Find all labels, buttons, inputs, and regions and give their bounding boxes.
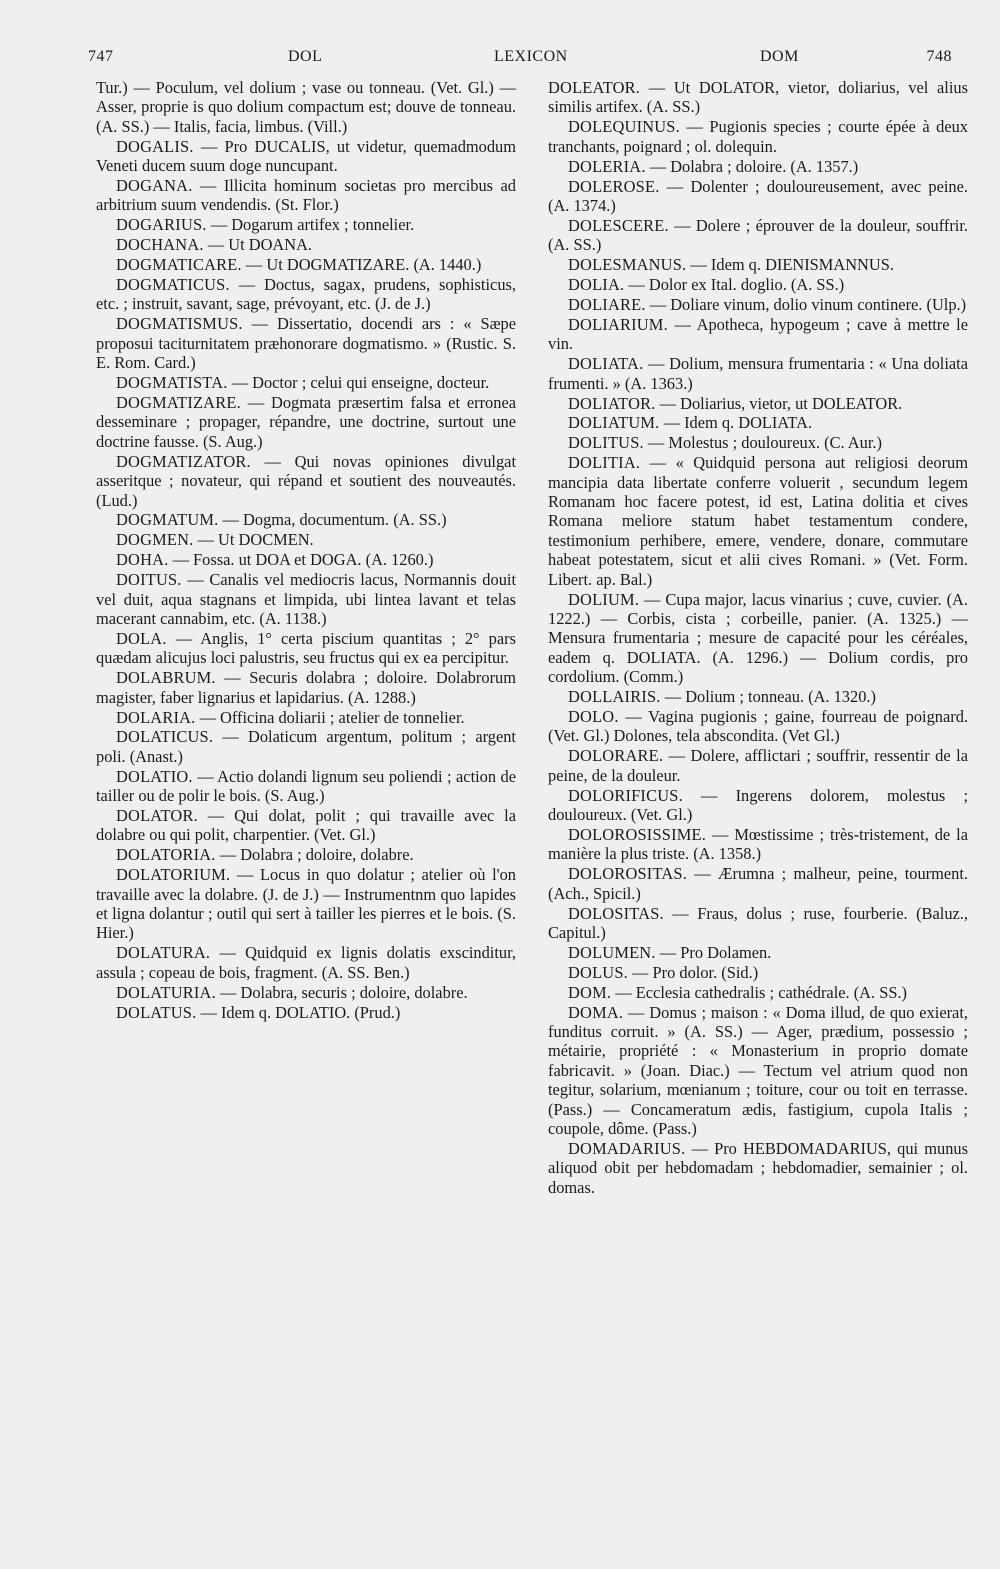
entry-headword: DOLIATUM.: [568, 413, 660, 433]
entry-definition: — Dolere, afflictari ; souffrir, ressentir de la peine, de la douleur.: [548, 746, 968, 785]
dictionary-entry: [96, 629, 516, 668]
dictionary-entry: [96, 570, 516, 628]
entry-definition: — Dogarum artifex ; tonnelier.: [210, 215, 415, 235]
entry-headword: DOLIUM.: [568, 589, 640, 609]
entry-definition: — Dogmata præsertim falsa et erronea desseminare ; propager, répandre, une doctrine, surtout une doctrine fausse. (S. Aug.): [96, 393, 516, 451]
entry-headword: DOGMATISTA.: [116, 373, 228, 393]
entry-definition: — Qui novas opiniones divulgat asseritque ; novateur, qui répand et soutient des nouveautés. (Lud.): [96, 451, 517, 510]
running-header: [88, 48, 952, 72]
entry-headword: DOLARIA.: [116, 707, 196, 727]
entry-headword: DOLATORIA.: [116, 845, 216, 865]
dictionary-entry: [96, 865, 516, 943]
lexicon-title: LEXICON: [494, 48, 568, 65]
dictionary-entry: [548, 295, 968, 314]
dictionary-entry: [548, 904, 968, 943]
entry-definition: — Canalis vel mediocris lacus, Normannis douit vel duit, aqua stagnans et limpida, ubi lintea lavant et telas macerant cannabim, etc. (A. 1138.): [96, 570, 516, 628]
entry-definition: — Vagina pugionis ; gaine, fourreau de poignard. (Vet. Gl.) Dolones, tela abscondita. (Vet Gl.): [548, 707, 968, 746]
entry-headword: DOM.: [568, 982, 612, 1002]
dictionary-entry: [548, 413, 968, 432]
dictionary-entry: [548, 963, 968, 982]
dictionary-entry: [548, 786, 968, 825]
entry-headword: DOLABRUM.: [116, 668, 216, 688]
dictionary-entry: [548, 433, 968, 452]
entry-definition: — Doliare vinum, dolio vinum continere. (Ulp.): [649, 294, 967, 314]
left-page-number: 747: [88, 48, 114, 65]
entry-definition: — Pugionis species ; courte épée à deux tranchants, poignard ; ol. dolequin.: [548, 117, 968, 156]
entry-definition: — Pro Dolamen.: [659, 942, 772, 962]
entry-definition: — Idem q. DOLATIO. (Prud.): [200, 1002, 401, 1022]
entry-definition: — Domus ; maison : « Doma illud, de quo exierat, funditus corruit. » (A. SS.) — Ager, prædium, possessio ; métairie, propriété : « Monasterium in proprio domate fabricavit. » (Joan. Diac.) — Tectum vel atrium quod non tegitur, solarium, mœnianum ; toiture, cour ou toit en terrasse. (Pass.) — Concameratum ædis, fastigium, cupola Italis ; coupole, dôme. (Pass.): [548, 1002, 968, 1139]
entry-headword: DOLESMANUS.: [568, 255, 687, 275]
dictionary-entry: [96, 235, 516, 254]
entry-headword: DOLITUS.: [568, 433, 644, 453]
entry-definition: — Ut DOGMATIZARE. (A. 1440.): [245, 255, 482, 275]
entry-definition: — Ut DOANA.: [207, 235, 313, 255]
dictionary-entry: [548, 117, 968, 156]
dictionary-entry: [548, 177, 968, 216]
dictionary-entry: [96, 550, 516, 569]
entry-definition: — Dolium ; tonneau. (A. 1320.): [664, 687, 876, 707]
entry-definition: — Pro DUCALIS, ut videtur, quemadmodum Veneti ducem suum doge nuncupant.: [96, 136, 516, 176]
entry-headword: DOLATUS.: [116, 1002, 197, 1022]
entry-headword: DOITUS.: [116, 570, 182, 590]
dictionary-entry: [548, 157, 968, 176]
dictionary-entry: [96, 275, 516, 314]
entry-definition: — Anglis, 1° certa piscium quantitas ; 2° pars quædam alicujus loci palustris, seu fructus qui ex ea percipitur.: [96, 628, 516, 668]
dictionary-entry: [96, 983, 516, 1002]
entry-definition: — Idem q. DIENISMANNUS.: [690, 255, 894, 275]
entry-definition: — Dolabra ; doloire, dolabre.: [219, 845, 414, 865]
entry-definition: — Officina doliarii ; atelier de tonnelier.: [199, 707, 465, 727]
dictionary-entry: [548, 394, 968, 413]
right-column: [548, 78, 968, 1198]
entry-headword: DOLOROSISSIME.: [568, 824, 707, 844]
dictionary-entry: [548, 1003, 968, 1139]
entry-definition: — Securis dolabra ; doloire. Dolabrorum magister, faber lignarius et lapidarius. (A. 1288.): [96, 668, 516, 707]
entry-headword: DOGMATISMUS.: [116, 314, 243, 334]
entry-headword: DOGALIS.: [116, 136, 194, 156]
right-page-number: 748: [926, 48, 952, 65]
entry-headword: DOLATOR.: [116, 806, 198, 826]
dictionary-entry: [548, 943, 968, 962]
entry-headword: DOLIATOR.: [568, 393, 656, 413]
dictionary-entry: [96, 373, 516, 392]
entry-definition: — Dogma, documentum. (A. SS.): [222, 510, 447, 530]
dictionary-entry: [96, 708, 516, 727]
dictionary-entry: [96, 452, 516, 510]
entry-definition: — Doctus, sagax, prudens, sophisticus, etc. ; instruit, savant, sage, prévoyant, etc. (J. de J.): [96, 275, 516, 314]
entry-headword: DOMADARIUS.: [568, 1138, 686, 1158]
entry-headword: DOLEQUINUS.: [568, 117, 680, 137]
dictionary-entry: [548, 825, 968, 864]
entry-headword: DOLLAIRIS.: [568, 687, 661, 707]
right-guide-word: DOM: [760, 48, 799, 65]
dictionary-entry: [96, 727, 516, 766]
dictionary-entry: [548, 746, 968, 785]
entry-definition: Tur.) — Poculum, vel dolium ; vase ou tonneau. (Vet. Gl.) — Asser, proprie is quo dolium compactum est; douve de tonneau. (A. SS.) — Italis, facia, limbus. (Vill.): [96, 78, 516, 136]
entry-headword: DOLERIA.: [568, 156, 646, 176]
entry-headword: DOHA.: [116, 550, 169, 570]
left-column: [96, 78, 516, 1023]
dictionary-entry: [548, 864, 968, 903]
entry-headword: DOLITIA.: [568, 453, 641, 473]
dictionary-entry: [96, 393, 516, 451]
left-guide-word: DOL: [288, 48, 323, 65]
dictionary-entry: [96, 255, 516, 274]
dictionary-entry: [96, 137, 516, 176]
dictionary-entry: [548, 453, 968, 589]
dictionary-entry: [548, 354, 968, 393]
entry-headword: DOGMATIZARE.: [116, 393, 241, 412]
dictionary-entry: [548, 78, 968, 117]
dictionary-entry: [548, 707, 968, 746]
entry-headword: DOLEATOR.: [548, 78, 641, 97]
entry-headword: DOLATORIUM.: [116, 865, 231, 885]
dictionary-entry: [96, 510, 516, 529]
entry-headword: DOGMEN.: [116, 530, 194, 550]
entry-definition: — Cupa major, lacus vinarius ; cuve, cuvier. (A. 1222.) — Corbis, cista ; corbeille, panier. (A. 1325.) — Mensura frumentaria ; mesure de capacité pour les céréales, eadem q. DOLIATA. (A. 1296.) — Dolium cordis, pro cordolium. (Comm.): [548, 589, 968, 687]
entry-headword: DOLUS.: [568, 962, 628, 982]
entry-headword: DOLORARE.: [568, 746, 664, 766]
entry-definition: — Dolabra, securis ; doloire, dolabre.: [220, 982, 468, 1002]
entry-definition: — Fossa. ut DOA et DOGA. (A. 1260.): [172, 550, 434, 570]
entry-definition: — Quidquid ex lignis dolatis exscinditur, assula ; copeau de bois, fragment. (A. SS. Ben.): [96, 943, 516, 982]
entry-headword: DOLEROSE.: [568, 176, 660, 196]
entry-definition: — Ut DOCMEN.: [197, 530, 314, 550]
dictionary-entry: [96, 314, 516, 372]
entry-definition: — Dolaticum argentum, politum ; argent poli. (Anast.): [96, 727, 516, 766]
entry-headword: DOLATURIA.: [116, 982, 216, 1002]
dictionary-entry: [548, 255, 968, 274]
entry-headword: DOLO.: [568, 707, 619, 726]
dictionary-entry: [96, 767, 516, 806]
entry-headword: DOLATIO.: [116, 766, 193, 786]
entry-headword: DOGANA.: [116, 176, 193, 196]
entry-headword: DOLOSITAS.: [568, 903, 664, 923]
entry-definition: — Ut DOLATOR, vietor, doliarius, vel alius similis artifex. (A. SS.): [548, 78, 968, 117]
dictionary-entry: [96, 1003, 516, 1022]
dictionary-entry: [548, 983, 968, 1002]
entry-definition: — Dolor ex Ital. doglio. (A. SS.): [628, 275, 845, 295]
entry-headword: DOCHANA.: [116, 235, 204, 255]
entry-definition: — Locus in quo dolatur ; atelier où l'on travaille avec la dolabre. (J. de J.) — Instrumentnm quo lapides et ligna dolantur ; outil qui sert à tailler les pierres et le bois. (S. Hier.): [96, 865, 516, 943]
dictionary-entry: [96, 943, 516, 982]
entry-definition: — Pro dolor. (Sid.): [632, 962, 759, 982]
dictionary-entry: [548, 216, 968, 255]
dictionary-entry: [96, 215, 516, 234]
entry-headword: DOGMATUM.: [116, 510, 219, 530]
entry-definition: — Fraus, dolus ; ruse, fourberie. (Baluz., Capitul.): [548, 903, 968, 942]
entry-headword: DOLATICUS.: [116, 727, 214, 747]
entry-definition: — Dolium, mensura frumentaria : « Una doliata frumenti. » (A. 1363.): [548, 354, 968, 393]
dictionary-entry: [96, 845, 516, 864]
entry-definition: — Qui dolat, polit ; qui travaille avec la dolabre ou qui polit, charpentier. (Vet. Gl.): [96, 806, 516, 845]
entry-headword: DOLA.: [116, 628, 167, 648]
entry-headword: DOLATURA.: [116, 943, 211, 963]
entry-headword: DOLIARIUM.: [568, 314, 668, 334]
entry-headword: DOGMATICARE.: [116, 255, 242, 275]
entry-definition: — Pro HEBDOMADARIUS, qui munus aliquod obit per hebdomadam ; hebdomadier, semainier ; ol. domas.: [548, 1138, 968, 1197]
entry-headword: DOLUMEN.: [568, 942, 656, 962]
entry-definition: — Apotheca, hypogeum ; cave à mettre le vin.: [548, 314, 968, 354]
dictionary-entry: [548, 315, 968, 354]
entry-definition: — Molestus ; douloureux. (C. Aur.): [647, 433, 882, 453]
entry-definition: — Ingerens dolorem, molestus ; douloureux. (Vet. Gl.): [548, 785, 968, 825]
entry-definition: — Ecclesia cathedralis ; cathédrale. (A. SS.): [615, 982, 907, 1002]
entry-definition: — Actio dolandi lignum seu poliendi ; action de tailler ou de polir le bois. (S. Aug.): [96, 766, 516, 806]
entry-definition: — Doctor ; celui qui enseigne, docteur.: [231, 373, 490, 393]
entry-headword: DOLOROSITAS.: [568, 864, 688, 884]
entry-definition: — Ærumna ; malheur, peine, tourment. (Ach., Spicil.): [548, 864, 968, 903]
entry-definition: — Doliarius, vietor, ut DOLEATOR.: [659, 393, 903, 413]
entry-definition: — « Quidquid persona aut religiosi deorum mancipia data libertate conferre voluerit , secundum legem Romanam hoc facere potest, id est, Latina dolitia et cives Romana meliore statum habet testamentum condere, testimonium perhibere, emere, vendere, donare, commutare habeat potestatem, sicut et alii cives Romani. » (Vet. Form. Libert. ap. Bal.): [548, 453, 968, 589]
dictionary-entry: [548, 275, 968, 294]
dictionary-entry: [548, 590, 968, 687]
entry-definition: — Illicita hominum societas pro mercibus ad arbitrium suum vendendis. (St. Flor.): [96, 176, 516, 215]
entry-definition: — Dissertatio, docendi ars : « Sæpe proposui taciturnitatem præhonorare dogmatismo. » (Rustic. S. E. Rom. Card.): [96, 314, 516, 373]
dictionary-entry: [96, 668, 516, 707]
entry-headword: DOGMATIZATOR.: [116, 451, 251, 471]
dictionary-entry: [96, 78, 516, 136]
entry-headword: DOLIARE.: [568, 294, 646, 314]
dictionary-entry: [96, 530, 516, 549]
dictionary-entry: [96, 176, 516, 215]
entry-headword: DOLIATA.: [568, 354, 644, 374]
entry-definition: — Mœstissime ; très-tristement, de la manière la plus triste. (A. 1358.): [548, 824, 968, 864]
entry-definition: — Dolere ; éprouver de la douleur, souffrir. (A. SS.): [548, 215, 968, 255]
dictionary-entry: [548, 1139, 968, 1197]
entry-headword: DOLESCERE.: [568, 215, 669, 235]
entry-definition: — Dolenter ; douloureusement, avec peine. (A. 1374.): [548, 176, 968, 215]
entry-headword: DOGMATICUS.: [116, 275, 230, 295]
entry-headword: DOLIA.: [568, 275, 625, 295]
entry-definition: — Idem q. DOLIATA.: [663, 413, 813, 433]
dictionary-entry: [96, 806, 516, 845]
entry-headword: DOLORIFICUS.: [568, 785, 683, 805]
dictionary-entry: [548, 687, 968, 706]
entry-headword: DOMA.: [568, 1002, 624, 1022]
entry-headword: DOGARIUS.: [116, 215, 207, 235]
entry-definition: — Dolabra ; doloire. (A. 1357.): [649, 156, 859, 176]
